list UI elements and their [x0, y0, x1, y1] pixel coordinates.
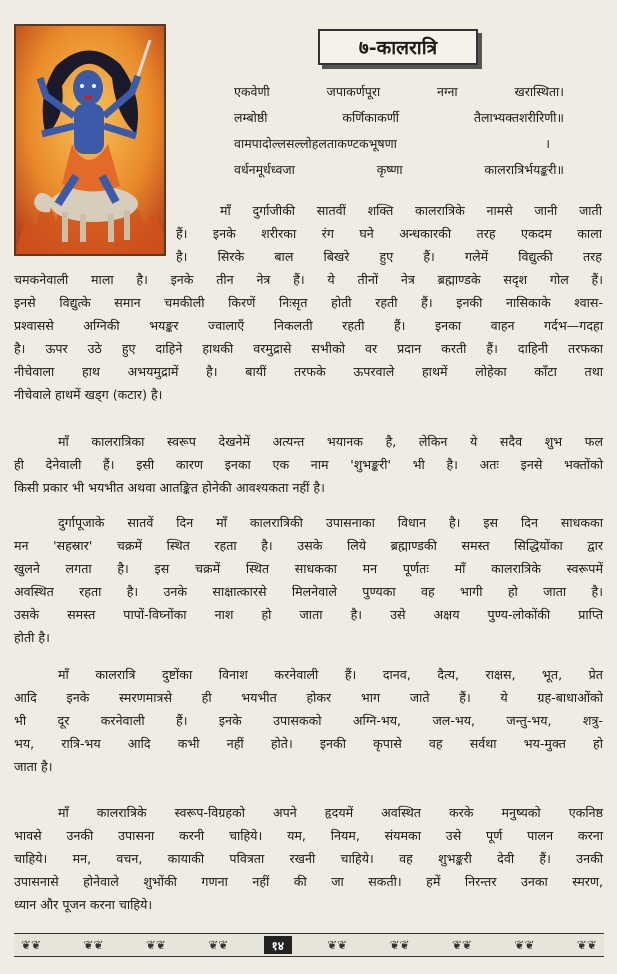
text-line: होती है। — [14, 630, 50, 646]
verse-line: वर्धनमूर्धध्वजा कृष्णा कालरात्रिर्भयङ्करी॥ — [234, 162, 564, 177]
paragraph-3 — [14, 511, 603, 650]
text-line: मन 'सहस्रार' चक्रमें स्थित रहता है। उसके लिये ब्रह्माण्डकी समस्त सिद्धियोंका द्वार — [14, 538, 603, 554]
text-line: चाहिये। मन, वचन, कायाकी पवित्रता रखनी चाहिये। वह शुभङ्करी देवी हैं। उनकी — [14, 851, 603, 867]
ornament-icon: ❦❦ — [514, 938, 535, 952]
sanskrit-verse — [234, 79, 564, 183]
text-line: अवस्थित रहता है। उनके साक्षात्कारसे मिलनेवाले पुण्यका वह भागी हो जाता है। — [14, 584, 603, 600]
text-line: दुर्गापूजाके सातवें दिन माँ कालरात्रिकी उपासनाका विधान है। इस दिन साधकका — [58, 515, 603, 530]
ornament-icon: ❦❦ — [208, 938, 229, 952]
chapter-title-text: ७-कालरात्रि — [358, 37, 438, 59]
text-line: है। ऊपर उठे हुए दाहिने हाथकी वरमुद्रासे सभीको वर प्रदान करती हैं। दाहिनी तरफका — [14, 341, 603, 357]
text-line: नीचेवाला हाथ अभयमुद्रामें है। बायीं तरफके ऊपरवाले हाथमें लोहेका काँटा तथा — [14, 364, 603, 380]
text-line: ही देनेवाली हैं। इसी कारण इनका एक नाम 'शुभङ्करी' भी है। अतः इनसे भक्तोंको — [14, 457, 603, 473]
ornament-icon: ❦❦ — [327, 938, 348, 952]
ornament-icon: ❦❦ — [389, 938, 410, 952]
paragraph-4 — [14, 663, 603, 778]
text-line: ध्यान और पूजन करना चाहिये। — [14, 897, 153, 913]
text-line: है। सिरके बाल बिखरे हुए हैं। गलेमें विद्युत्की तरह — [176, 249, 602, 265]
text-line: उसके समस्त पापों-विघ्नोंका नाश हो जाता है। उसे अक्षय पुण्य-लोकोंकी प्राप्ति — [14, 607, 603, 623]
text-line: प्रश्वाससे अग्निकी भयङ्कर ज्वालाएँ निकलती रहती हैं। इनका वाहन गर्दभ—गदहा — [14, 318, 603, 334]
ornament-icon: ❦❦ — [145, 938, 166, 952]
ornament-icon: ❦❦ — [576, 938, 597, 952]
page-number: १४ — [264, 936, 292, 954]
paragraph-1-cont — [14, 268, 603, 407]
ornament-icon: ❦❦ — [452, 938, 473, 952]
kalaratri-illustration — [14, 24, 166, 256]
text-line: उपासनासे होनेवाले शुभोंकी गणना नहीं की जा सकती। हमें निरन्तर उनका स्मरण, — [14, 874, 603, 890]
text-line: माँ कालरात्रिका स्वरूप देखनेमें अत्यन्त भयानक है, लेकिन ये सदैव शुभ फल — [58, 434, 603, 449]
text-line: खुलने लगता है। इस चक्रमें स्थित साधकका मन पूर्णतः माँ कालरात्रिके स्वरूपमें — [14, 561, 603, 577]
text-line: भय, रात्रि-भय आदि कभी नहीं होते। इनकी कृपासे वह सर्वथा भय-मुक्त हो — [14, 736, 603, 752]
text-line: भी दूर करनेवाली हैं। इनके उपासकको अग्नि-भय, जल-भय, जन्तु-भय, शत्रु- — [14, 713, 603, 729]
paragraph-5 — [14, 801, 603, 916]
paragraph-2 — [14, 430, 603, 499]
text-line: जाता है। — [14, 759, 53, 775]
text-line: चमकनेवाली माला है। इनके तीन नेत्र हैं। ये तीनों नेत्र ब्रह्माण्डके सदृश गोल हैं। — [14, 272, 603, 287]
goddess-icon — [16, 26, 164, 254]
text-line: आदि इनके स्मरणमात्रसे ही भयभीत होकर भाग जाते हैं। ये ग्रह-बाधाओंको — [14, 690, 603, 706]
text-line: किसी प्रकार भी भयभीत अथवा आतङ्कित होनेकी आवश्यकता नहीं है। — [14, 480, 325, 496]
verse-line: वामपादोल्लसल्लोहलताकण्टकभूषणा । — [234, 136, 550, 151]
verse-line: लम्बोष्ठी कर्णिकाकर्णी तैलाभ्यक्तशरीरिणी॥ — [234, 110, 564, 125]
ornament-icon: ❦❦ — [83, 938, 104, 952]
text-line: नीचेवाले हाथमें खड्ग (कटार) है। — [14, 387, 163, 403]
chapter-title — [318, 29, 478, 65]
text-line: माँ कालरात्रिके स्वरूप-विग्रहको अपने हृदयमें अवस्थित करके मनुष्यको एकनिष्ठ — [58, 805, 603, 820]
text-line: भावसे उनकी उपासना करनी चाहिये। यम, नियम, संयमका उसे पूर्ण पालन करना — [14, 828, 603, 844]
text-line: इनसे विद्युत्के समान चमकीली किरणें निःसृत होती रहती हैं। इनकी नासिकाके श्वास- — [14, 295, 603, 311]
ornament-icon: ❦❦ — [20, 938, 42, 952]
text-line: हैं। इनके शरीरका रंग घने अन्धकारकी तरह एकदम काला — [176, 226, 602, 242]
paragraph-1-intro — [176, 199, 602, 268]
verse-line: एकवेणी जपाकर्णपूरा नग्ना खरास्थिता। — [234, 84, 564, 99]
page-footer — [14, 933, 604, 957]
text-line: माँ कालरात्रि दुष्टोंका विनाश करनेवाली हैं। दानव, दैत्य, राक्षस, भूत, प्रेत — [58, 667, 603, 682]
text-line: माँ दुर्गाजीकी सातवीं शक्ति कालरात्रिके नामसे जानी जाती — [220, 203, 602, 218]
